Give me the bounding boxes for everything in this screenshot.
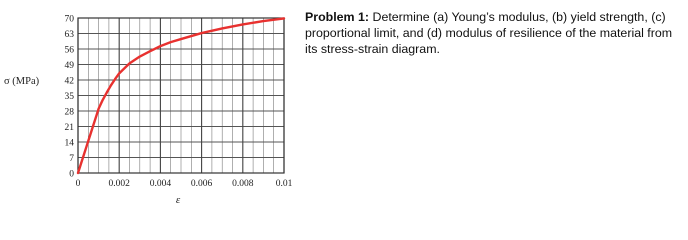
problem-text: Determine (a) Young’s modulus, (b) yield strength, (c) proportional limit, and (d) modulus of resilience of the material from its stress-strain diagram. [305,10,673,56]
y-tick-label: 35 [64,92,74,102]
x-tick-label: 0.006 [190,179,213,189]
y-tick-label: 42 [64,76,74,87]
x-axis-ticks [76,179,293,189]
y-tick-label: 49 [64,61,74,71]
x-tick-label: 0.004 [149,179,172,189]
problem-statement [305,9,683,57]
stress-strain-chart [0,0,300,213]
problem-lead: Problem 1: [305,10,370,24]
y-axis-ticks [65,15,75,180]
y-tick-label: 63 [64,30,74,40]
x-tick-label: 0 [75,179,81,189]
y-tick-label: 56 [64,45,74,56]
x-tick-label: 0.008 [232,179,254,189]
y-tick-label: 7 [69,154,74,164]
y-tick-label: 70 [64,14,74,25]
y-axis-label: σ (MPa) [4,76,40,87]
y-tick-label: 14 [64,138,74,149]
y-tick-label: 0 [69,169,74,180]
y-tick-label: 28 [64,107,74,118]
y-tick-label: 21 [64,123,74,133]
x-tick-label: 0.01 [275,179,293,189]
x-axis-label: ε [175,194,181,206]
x-tick-label: 0.002 [108,179,130,189]
